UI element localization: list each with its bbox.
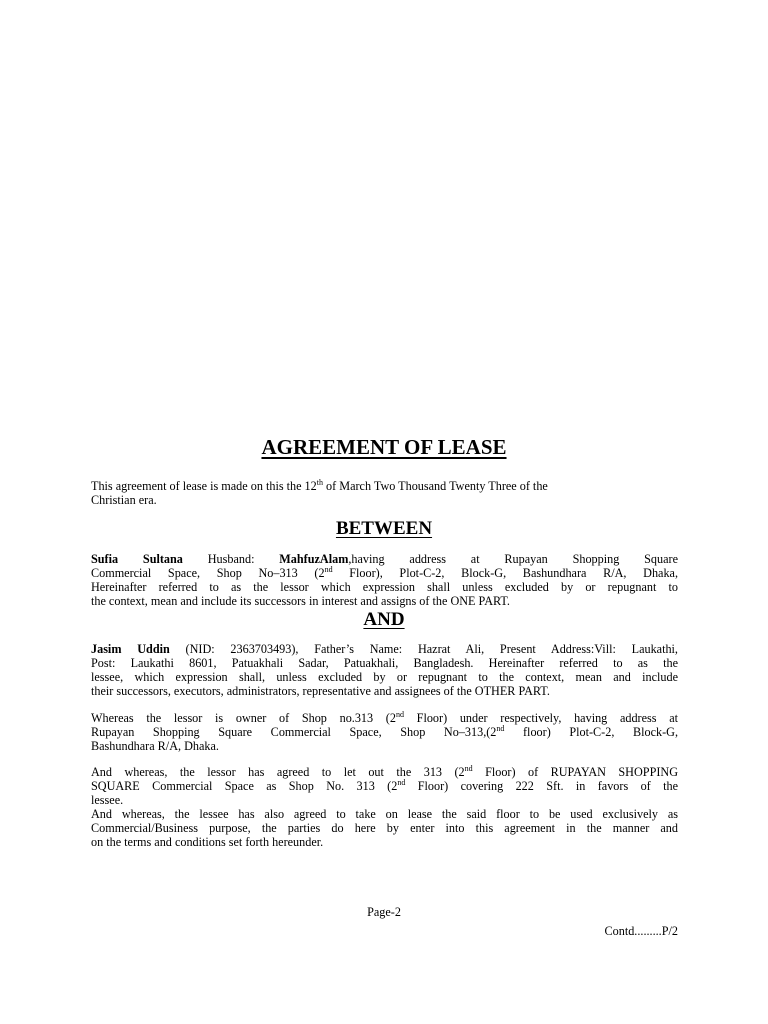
whereas-text: Commercial/Business purpose, the parties do here by enter into this agreement in the manner and [91,821,678,835]
intro-paragraph [91,479,678,507]
whereas-text: And whereas, the lessee has also agreed to take on lease the said floor to be used exclusively as [91,807,678,821]
whereas-text: Floor) covering 222 Sft. in favors of the [405,779,679,793]
lessor-text: Floor), Plot-C-2, Block-G, Bashundhara R/A, Dhaka, [332,566,678,580]
whereas-paragraph-1 [91,711,678,753]
whereas-text: lessee. [91,793,124,807]
lessee-text: Post: Laukathi 8601, Patuakhali Sadar, Patuakhali, Bangladesh. Hereinafter referred to as the [91,656,678,670]
lessee-text: lessee, which expression shall, unless excluded by or repugnant to the context, mean and include [91,670,678,684]
document-title: AGREEMENT OF LEASE [261,435,507,459]
between-heading: BETWEEN [335,518,433,539]
lessor-text: Husband: [182,552,280,566]
intro-text: This agreement of lease is made on this the 12 [91,479,317,493]
whereas-text: Rupayan Shopping Square Commercial Space, Shop No–313,(2 [91,725,497,739]
whereas-text: on the terms and conditions set forth hereunder. [91,835,324,849]
lessee-text: (NID: 2363703493), Father’s Name: Hazrat Ali, Present Address:Vill: Laukathi, [169,642,678,656]
whereas-text: Floor) of RUPAYAN SHOPPING [472,765,679,779]
and-heading: AND [363,609,405,630]
intro-text: of March Two Thousand Twenty Three of the [322,479,548,493]
page-number: Page-2 [367,905,401,919]
whereas-text: Floor) under respectively, having address at [403,711,678,725]
whereas-superscript: nd [397,778,406,787]
whereas-superscript: nd [464,764,473,773]
lessor-text: Commercial Space, Shop No–313 (2 [91,566,325,580]
lessor-superscript: nd [324,565,333,574]
lessor-text: the context, mean and include its successors in interest and assigns of the ONE PART. [91,594,510,608]
whereas-text: Bashundhara R/A, Dhaka. [91,739,219,753]
lessor-name: Sufia Sultana [91,552,183,566]
lessee-name: Jasim Uddin [91,642,170,656]
whereas-text: And whereas, the lessor has agreed to let out the 313 (2 [91,765,465,779]
lessor-husband-name: MahfuzAlam [279,552,349,566]
lessor-paragraph [91,552,678,608]
whereas-text: SQUARE Commercial Space as Shop No. 313 (2 [91,779,398,793]
whereas-paragraph-2 [91,765,678,849]
whereas-superscript: nd [395,710,404,719]
whereas-text: Whereas the lessor is owner of Shop no.313 (2 [91,711,396,725]
intro-superscript: th [316,478,323,487]
intro-text: Christian era. [91,493,157,507]
whereas-superscript: nd [496,724,505,733]
lessee-text: their successors, executors, administrators, representative and assignees of the OTHER PART. [91,684,550,698]
lessor-text: Hereinafter referred to as the lessor which expression shall unless excluded by or repugnant to [91,580,678,594]
continued-note: Contd.........P/2 [604,924,678,938]
lessor-text: ,having address at Rupayan Shopping Square [348,552,678,566]
lessee-paragraph [91,642,678,698]
whereas-text: floor) Plot-C-2, Block-G, [504,725,678,739]
